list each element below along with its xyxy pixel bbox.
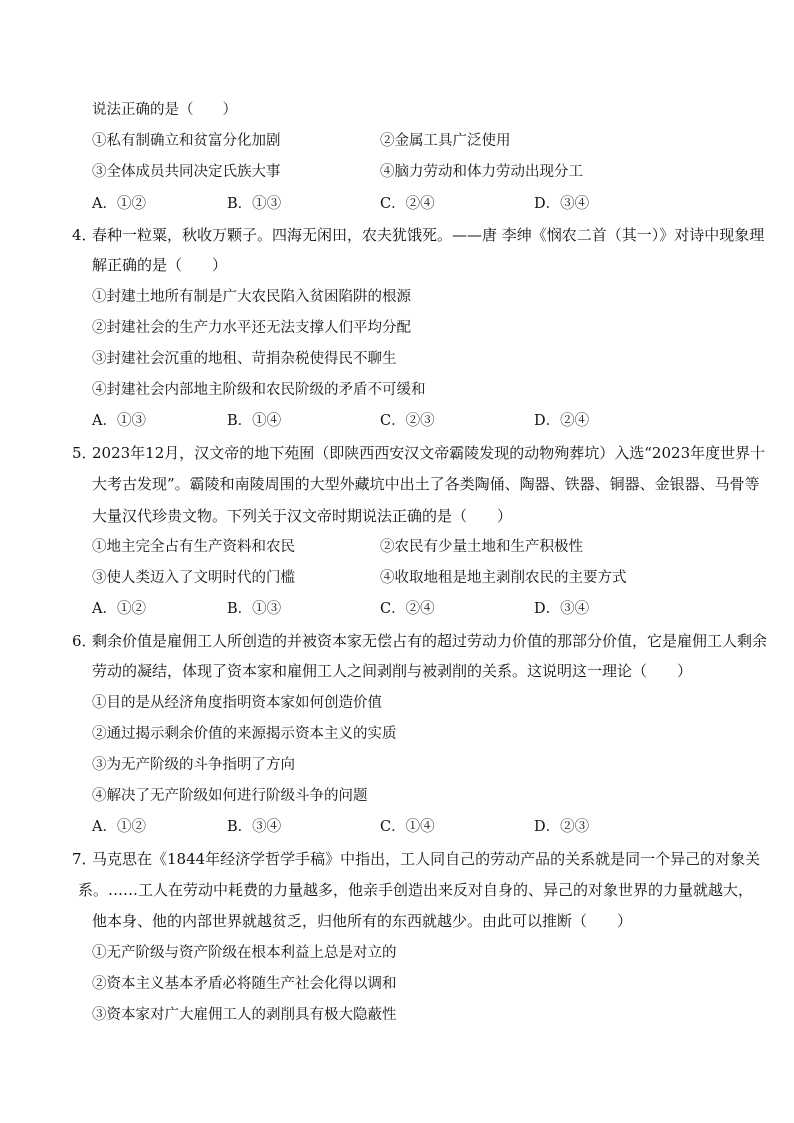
q4-stem-line-2: 解正确的是（ ） xyxy=(92,256,228,274)
q5-option-b: B．①③ xyxy=(227,601,282,617)
q3-option-d: D．③④ xyxy=(534,196,590,212)
q5-option-a: A．①② xyxy=(92,601,146,617)
q5-stem-line-2: 大考古发现”。霸陵和南陵周围的大型外藏坑中出土了各类陶俑、陶器、铁器、铜器、金银器、马骨等 xyxy=(92,475,760,493)
q6-item-1: ①目的是从经济角度指明资本家如何创造价值 xyxy=(92,695,382,711)
q7-item-3: ③资本家对广大雇佣工人的剥削具有极大隐蔽性 xyxy=(92,1007,397,1023)
q7-number: 7． xyxy=(72,850,97,868)
q6-option-d: D．②③ xyxy=(534,819,590,835)
q7-stem-line-3: 他本身、他的内部世界就越贫乏，归他所有的东西就越少。由此可以推断（ ） xyxy=(92,912,633,930)
q5-stem-line-3: 大量汉代珍贵文物。下列关于汉文帝时期说法正确的是（ ） xyxy=(92,507,513,525)
q4-item-2: ②封建社会的生产力水平还无法支撑人们平均分配 xyxy=(92,320,411,336)
q5-item-1: ①地主完全占有生产资料和农民 xyxy=(92,539,295,555)
q6-item-2: ②通过揭示剩余价值的来源揭示资本主义的实质 xyxy=(92,726,397,742)
q4-number: 4． xyxy=(72,226,97,244)
q6-option-c: C．①④ xyxy=(380,819,435,835)
q6-item-3: ③为无产阶级的斗争指明了方向 xyxy=(92,757,295,773)
q7-item-1: ①无产阶级与资产阶级在根本利益上总是对立的 xyxy=(92,945,397,961)
q5-number: 5． xyxy=(72,444,97,462)
q4-stem-line-1: 春种一粒粟，秋收万颗子。四海无闲田，农夫犹饿死。——唐 李绅《悯农二首（其一）》对诗中现象理 xyxy=(92,226,765,244)
q3-option-c: C．②④ xyxy=(380,196,435,212)
q5-item-4: ④收取地租是地主剥削农民的主要方式 xyxy=(380,570,627,586)
q4-option-a: A．①③ xyxy=(92,413,146,429)
q4-item-3: ③封建社会沉重的地租、苛捐杂税使得民不聊生 xyxy=(92,351,397,367)
q3-option-a: A．①② xyxy=(92,196,146,212)
q3-option-b: B．①③ xyxy=(227,196,282,212)
q3-item-3: ③全体成员共同决定氏族大事 xyxy=(92,164,281,180)
q7-item-2: ②资本主义基本矛盾必将随生产社会化得以调和 xyxy=(92,976,397,992)
q6-option-a: A．①② xyxy=(92,819,146,835)
q5-item-3: ③使人类迈入了文明时代的门槛 xyxy=(92,570,295,586)
q6-stem-line-2: 劳动的凝结，体现了资本家和雇佣工人之间剥削与被剥削的关系。这说明这一理论（ ） xyxy=(92,662,693,680)
q6-item-4: ④解决了无产阶级如何进行阶级斗争的问题 xyxy=(92,788,368,804)
q5-item-2: ②农民有少量土地和生产积极性 xyxy=(380,539,583,555)
q3-item-4: ④脑力劳动和体力劳动出现分工 xyxy=(380,164,583,180)
q7-stem-line-2: 系。……工人在劳动中耗费的力量越多，他亲手创造出来反对自身的、异己的对象世界的力量就越大， xyxy=(78,881,754,899)
q4-option-c: C．②③ xyxy=(380,413,435,429)
q3-item-1: ①私有制确立和贫富分化加剧 xyxy=(92,133,281,149)
q3-stem-tail: 说法正确的是（ ） xyxy=(92,102,237,118)
q5-stem-line-1: 2023年12月，汉文帝的地下苑囿（即陕西西安汉文帝霸陵发现的动物殉葬坑）入选“2023年度世界十 xyxy=(92,444,766,462)
q5-option-c: C．②④ xyxy=(380,601,435,617)
q6-number: 6． xyxy=(72,632,97,650)
q4-option-b: B．①④ xyxy=(227,413,282,429)
q4-item-1: ①封建土地所有制是广大农民陷入贫困陷阱的根源 xyxy=(92,289,411,305)
q5-option-d: D．③④ xyxy=(534,601,590,617)
q4-item-4: ④封建社会内部地主阶级和农民阶级的矛盾不可缓和 xyxy=(92,382,426,398)
q6-option-b: B．③④ xyxy=(227,819,282,835)
q3-item-2: ②金属工具广泛使用 xyxy=(380,133,511,149)
q7-stem-line-1: 马克思在《1844年经济学哲学手稿》中指出，工人同自己的劳动产品的关系就是同一个异己的对象关 xyxy=(92,850,761,868)
q6-stem-line-1: 剩余价值是雇佣工人所创造的并被资本家无偿占有的超过劳动力价值的那部分价值，它是雇佣工人剩余 xyxy=(92,632,768,650)
q4-option-d: D．②④ xyxy=(534,413,590,429)
